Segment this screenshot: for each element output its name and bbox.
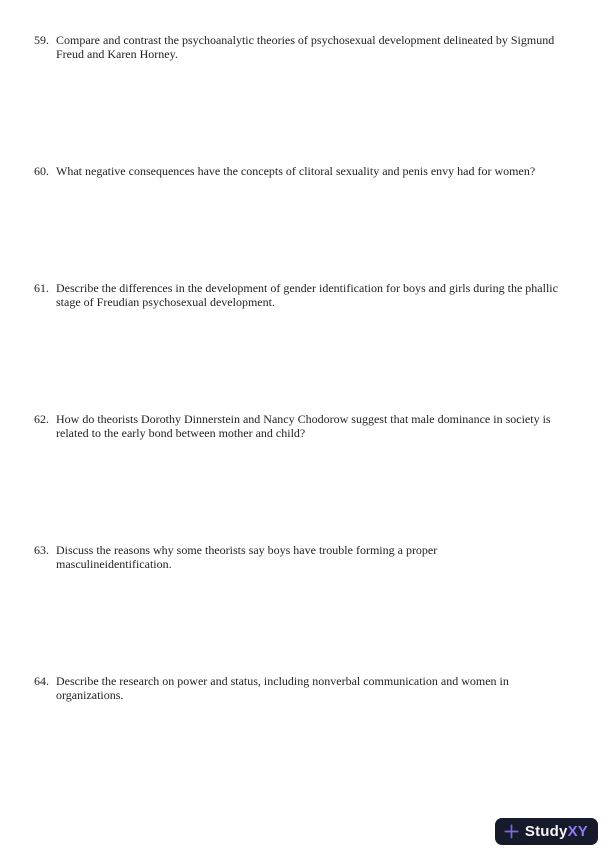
question-line: Describe the differences in the development of gender identification for boys and girls during the phallic <box>56 281 558 295</box>
studyxy-logo-badge <box>495 818 598 845</box>
question-text <box>56 164 582 178</box>
question-line: organizations. <box>56 688 124 702</box>
brand-text <box>525 823 588 840</box>
question-number: 60. <box>34 164 49 178</box>
question-text <box>56 674 582 702</box>
question-number: 59. <box>34 33 49 47</box>
question-text <box>56 33 582 61</box>
question-line: Compare and contrast the psychoanalytic theories of psychosexual development delineated by Sigmund <box>56 33 555 47</box>
question-text <box>56 281 582 309</box>
question-line: What negative consequences have the concepts of clitoral sexuality and penis envy had for women? <box>56 164 536 178</box>
brand-text-suffix: XY <box>567 823 588 840</box>
question-line: Discuss the reasons why some theorists say boys have trouble forming a proper <box>56 543 438 557</box>
question-number: 61. <box>34 281 49 295</box>
question-60 <box>34 164 582 178</box>
question-64 <box>34 674 582 702</box>
question-text <box>56 412 582 440</box>
question-line: Freud and Karen Horney. <box>56 47 178 61</box>
question-line: How do theorists Dorothy Dinnerstein and Nancy Chodorow suggest that male dominance in society is <box>56 412 551 426</box>
question-59 <box>34 33 582 61</box>
question-line: related to the early bond between mother and child? <box>56 426 306 440</box>
brand-text-prefix: Study <box>524 823 568 840</box>
question-line: stage of Freudian psychosexual development. <box>56 295 275 309</box>
question-line: Describe the research on power and status, including nonverbal communication and women in <box>56 674 509 688</box>
question-63 <box>34 543 582 571</box>
question-text <box>56 543 582 571</box>
question-number: 63. <box>34 543 49 557</box>
question-line: masculineidentification. <box>56 557 172 571</box>
question-number: 64. <box>34 674 49 688</box>
question-61 <box>34 281 582 309</box>
plus-icon-path <box>505 825 517 837</box>
plus-icon <box>503 823 520 840</box>
question-62 <box>34 412 582 440</box>
question-number: 62. <box>34 412 49 426</box>
question-list <box>34 33 582 805</box>
